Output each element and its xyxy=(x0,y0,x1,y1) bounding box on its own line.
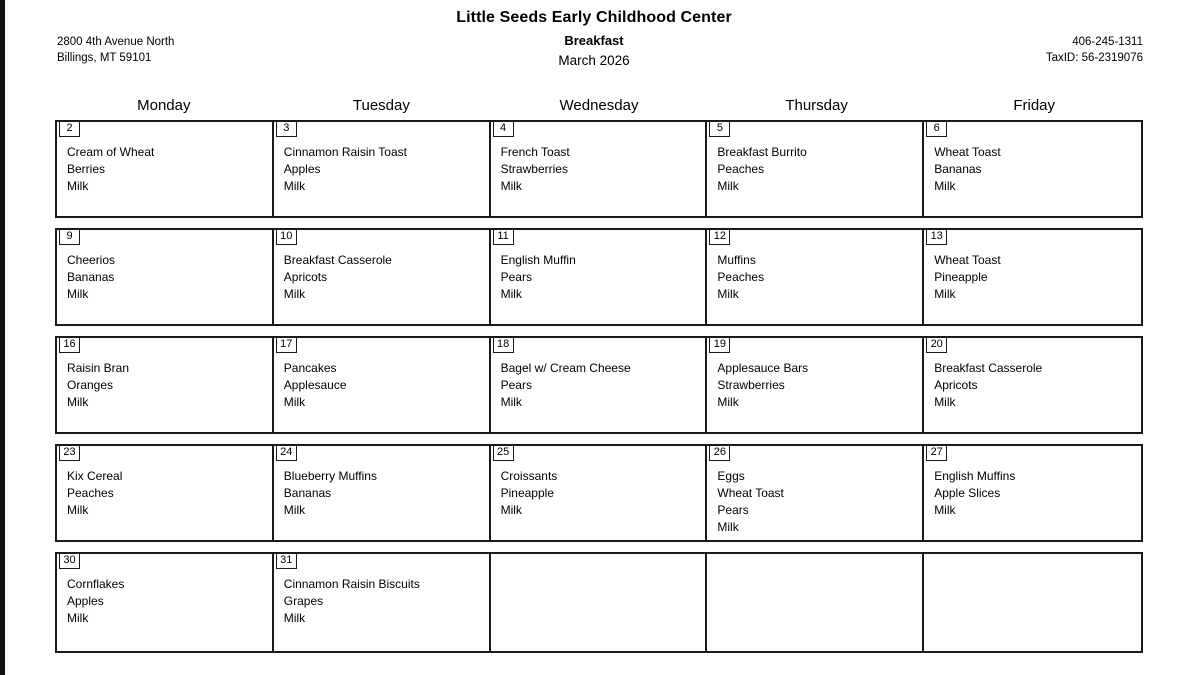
address-line-1: 2800 4th Avenue North xyxy=(57,36,175,48)
menu-item: Apples xyxy=(67,594,104,608)
calendar-day-cell xyxy=(707,338,924,432)
date-number: 2 xyxy=(59,122,80,137)
day-header-monday: Monday xyxy=(137,97,191,114)
week-row xyxy=(55,228,1143,326)
menu-item: Peaches xyxy=(67,486,114,500)
menu-item: Pineapple xyxy=(934,270,988,284)
menu-item: Muffins xyxy=(717,253,756,267)
calendar-day-cell xyxy=(57,554,274,651)
menu-item: Bananas xyxy=(283,486,332,500)
menu-item: Milk xyxy=(283,179,306,193)
calendar-day-cell xyxy=(707,554,924,651)
menu-item: Blueberry Muffins xyxy=(283,469,377,483)
calendar-day-cell xyxy=(57,446,274,540)
calendar-day-cell xyxy=(274,338,491,432)
menu-item: Pears xyxy=(717,503,749,517)
menu-item: Bagel w/ Cream Cheese xyxy=(500,361,631,375)
week-row xyxy=(55,336,1143,434)
menu-item: Eggs xyxy=(717,469,745,483)
menu-item: English Muffin xyxy=(500,253,576,267)
menu-item: Milk xyxy=(283,611,306,625)
date-number: 19 xyxy=(709,338,730,353)
menu-item: Cornflakes xyxy=(67,577,125,591)
menu-item: Milk xyxy=(934,287,956,301)
menu-item: Strawberries xyxy=(500,162,568,176)
menu-item: Cinnamon Raisin Biscuits xyxy=(283,577,420,591)
page-title: Little Seeds Early Childhood Center xyxy=(456,9,732,26)
calendar-day-cell xyxy=(924,338,1141,432)
menu-item: Wheat Toast xyxy=(934,145,1001,159)
menu-item: Apples xyxy=(283,162,321,176)
menu-item: Wheat Toast xyxy=(717,486,784,500)
menu-item: Milk xyxy=(67,503,89,517)
breakfast-calendar xyxy=(55,97,1143,653)
menu-item: Milk xyxy=(717,287,739,301)
day-header-row xyxy=(55,97,1143,120)
date-number: 9 xyxy=(59,230,80,245)
calendar-day-cell xyxy=(707,122,924,216)
menu-item: Milk xyxy=(67,179,89,193)
date-number: 26 xyxy=(709,446,730,461)
date-number: 20 xyxy=(926,338,947,353)
menu-item: Milk xyxy=(283,503,306,517)
week-row xyxy=(55,120,1143,218)
date-number: 23 xyxy=(59,446,80,461)
menu-item: Cinnamon Raisin Toast xyxy=(283,145,407,159)
menu-item: Peaches xyxy=(717,162,765,176)
date-number: 12 xyxy=(709,230,730,245)
date-number: 24 xyxy=(276,446,297,461)
calendar-day-cell xyxy=(274,446,491,540)
page-edge-strip xyxy=(0,0,5,675)
calendar-day-cell xyxy=(491,230,708,324)
date-number: 17 xyxy=(276,338,297,353)
menu-item: Strawberries xyxy=(717,378,785,392)
menu-item: Breakfast Casserole xyxy=(283,253,392,267)
address-block xyxy=(57,34,174,66)
calendar-day-cell xyxy=(924,446,1141,540)
date-number: 27 xyxy=(926,446,947,461)
date-number: 13 xyxy=(926,230,947,245)
meal-subtitle: Breakfast xyxy=(564,33,624,48)
menu-item: Pears xyxy=(500,378,532,392)
menu-item: Milk xyxy=(934,503,956,517)
menu-item: Croissants xyxy=(500,469,558,483)
calendar-day-cell xyxy=(707,446,924,540)
calendar-day-cell xyxy=(274,122,491,216)
date-number: 10 xyxy=(276,230,297,245)
menu-item: Wheat Toast xyxy=(934,253,1001,267)
week-row xyxy=(55,552,1143,653)
calendar-day-cell xyxy=(491,446,708,540)
menu-item: Milk xyxy=(283,287,306,301)
menu-item: Pears xyxy=(500,270,532,284)
menu-item: Milk xyxy=(500,179,522,193)
calendar-weeks xyxy=(55,120,1143,653)
menu-item: Applesauce Bars xyxy=(717,361,809,375)
menu-item: Apple Slices xyxy=(934,486,1001,500)
date-number: 18 xyxy=(493,338,514,353)
calendar-day-cell xyxy=(707,230,924,324)
menu-item: Pineapple xyxy=(500,486,554,500)
contact-block xyxy=(1046,34,1143,66)
date-number: 25 xyxy=(493,446,514,461)
menu-item: Bananas xyxy=(934,162,982,176)
calendar-day-cell xyxy=(57,338,274,432)
week-row xyxy=(55,444,1143,542)
menu-item: Milk xyxy=(500,503,522,517)
menu-item: Grapes xyxy=(283,594,324,608)
day-header-thursday: Thursday xyxy=(785,97,848,114)
menu-item: Milk xyxy=(500,287,522,301)
menu-item: Milk xyxy=(934,395,956,409)
menu-item: Milk xyxy=(717,179,739,193)
calendar-day-cell xyxy=(924,122,1141,216)
day-header-tuesday: Tuesday xyxy=(352,97,410,114)
menu-item: Peaches xyxy=(717,270,765,284)
date-number: 16 xyxy=(59,338,80,353)
menu-item: Apricots xyxy=(934,378,978,392)
menu-item: Oranges xyxy=(67,378,114,392)
menu-item: Milk xyxy=(67,395,89,409)
calendar-day-cell xyxy=(57,122,274,216)
calendar-day-cell xyxy=(57,230,274,324)
menu-item: Breakfast Burrito xyxy=(717,145,807,159)
menu-item: Milk xyxy=(67,611,89,625)
date-number: 31 xyxy=(276,554,297,569)
date-number: 6 xyxy=(926,122,947,137)
calendar-day-cell xyxy=(491,338,708,432)
menu-item: Milk xyxy=(283,395,306,409)
menu-item: Milk xyxy=(500,395,522,409)
calendar-day-cell xyxy=(924,554,1141,651)
menu-item: Apricots xyxy=(283,270,328,284)
calendar-day-cell xyxy=(274,554,491,651)
address-line-2: Billings, MT 59101 xyxy=(57,52,152,64)
menu-item: Milk xyxy=(717,395,739,409)
menu-item: Cream of Wheat xyxy=(67,145,155,159)
menu-item: English Muffins xyxy=(934,469,1016,483)
menu-item: Milk xyxy=(67,287,89,301)
phone-number: 406-245-1311 xyxy=(1072,36,1143,48)
calendar-day-cell xyxy=(274,230,491,324)
menu-item: Berries xyxy=(67,162,106,176)
date-number: 11 xyxy=(493,230,514,245)
calendar-day-cell xyxy=(491,122,708,216)
menu-item: Kix Cereal xyxy=(67,469,123,483)
month-label: March 2026 xyxy=(558,53,630,68)
day-header-wednesday: Wednesday xyxy=(559,97,639,114)
tax-id: TaxID: 56-2319076 xyxy=(1045,52,1143,64)
date-number: 5 xyxy=(709,122,730,137)
date-number: 30 xyxy=(59,554,80,569)
menu-item: French Toast xyxy=(500,145,570,159)
calendar-day-cell xyxy=(491,554,708,651)
date-number: 4 xyxy=(493,122,514,137)
menu-item: Milk xyxy=(934,179,956,193)
date-number: 3 xyxy=(276,122,297,137)
menu-item: Applesauce xyxy=(283,378,347,392)
menu-item: Pancakes xyxy=(283,361,337,375)
calendar-day-cell xyxy=(924,230,1141,324)
menu-item: Raisin Bran xyxy=(67,361,130,375)
menu-item: Bananas xyxy=(67,270,115,284)
menu-item: Milk xyxy=(717,520,739,534)
menu-item: Cheerios xyxy=(67,253,116,267)
menu-item: Breakfast Casserole xyxy=(934,361,1043,375)
day-header-friday: Friday xyxy=(1013,97,1056,114)
